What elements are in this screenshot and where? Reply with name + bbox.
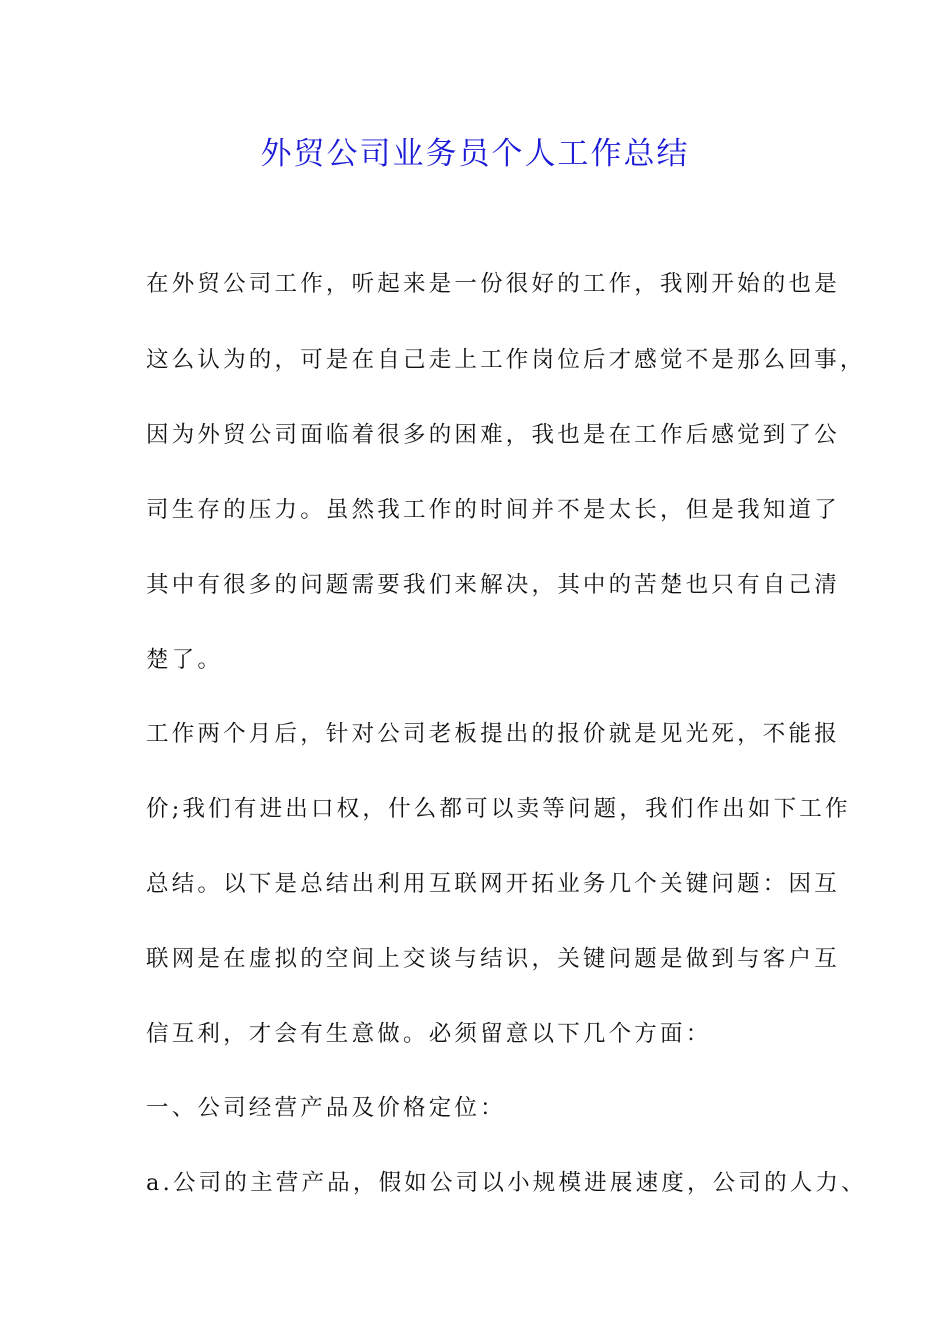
body-line: 楚了。 [146, 647, 224, 673]
body-line: 总结。以下是总结出利用互联网开拓业务几个关键问题：因互 [146, 871, 840, 897]
body-line: 在外贸公司工作，听起来是一份很好的工作，我刚开始的也是 [146, 271, 840, 297]
body-line: 信互利，才会有生意做。必须留意以下几个方面： [146, 1021, 712, 1047]
body-line: 这么认为的，可是在自己走上工作岗位后才感觉不是那么回事， [146, 347, 866, 373]
section-heading: 一、公司经营产品及价格定位： [146, 1095, 506, 1121]
body-line: 工作两个月后，针对公司老板提出的报价就是见光死，不能报 [146, 721, 840, 747]
body-line: 联网是在虚拟的空间上交谈与结识，关键问题是做到与客户互 [146, 946, 840, 972]
body-line: 价;我们有进出口权，什么都可以卖等问题，我们作出如下工作 [146, 796, 851, 822]
body-line: 因为外贸公司面临着很多的困难，我也是在工作后感觉到了公 [146, 422, 840, 448]
document-title: 外贸公司业务员个人工作总结 [260, 136, 690, 172]
body-line: a.公司的主营产品，假如公司以小规模进展速度，公司的人力、 [146, 1170, 867, 1196]
body-line: 司生存的压力。虽然我工作的时间并不是太长，但是我知道了 [146, 497, 840, 523]
body-line: 其中有很多的问题需要我们来解决，其中的苦楚也只有自己清 [146, 572, 840, 598]
